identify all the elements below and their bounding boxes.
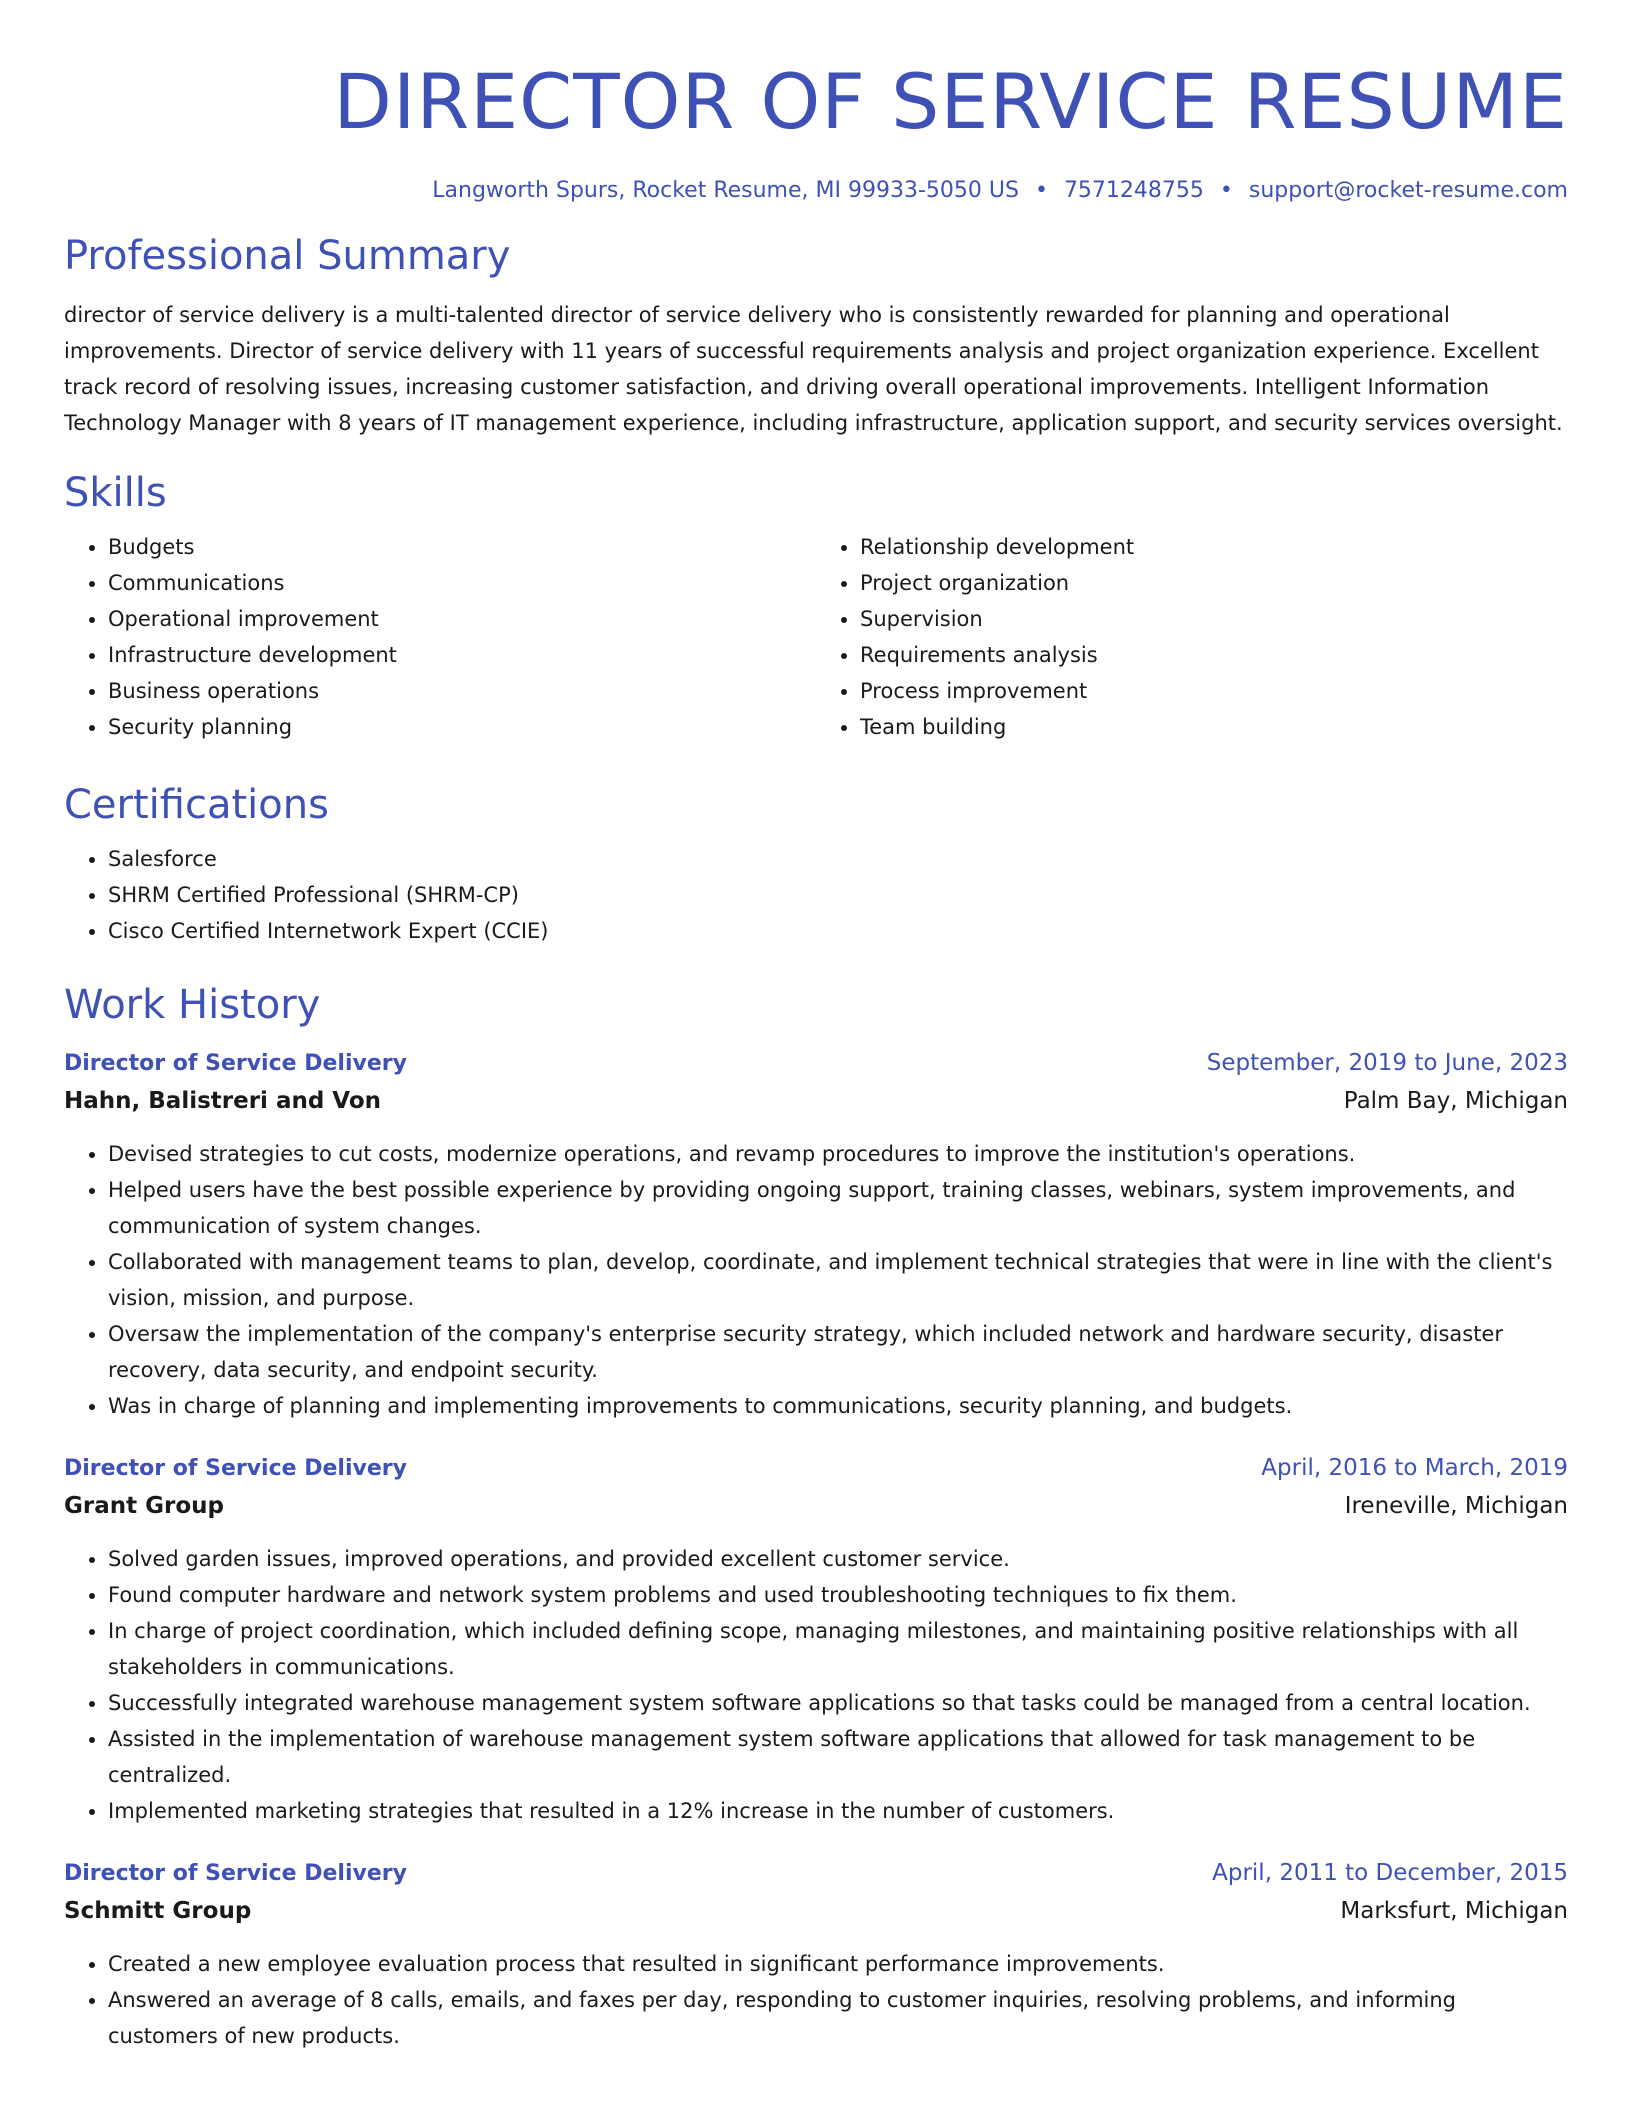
skill-item: • Requirements analysis (860, 637, 1568, 673)
job-company: Grant Group (64, 1493, 224, 1519)
contact-phone: 7571248755 (1063, 178, 1204, 203)
job-entry (64, 1045, 1568, 1424)
job-bullet: • Implemented marketing strategies that resulted in a 12% increase in the number of customers. (108, 1793, 1568, 1829)
job-dates: April, 2016 to March, 2019 (1261, 1455, 1568, 1481)
contact-line (64, 176, 1568, 206)
skill-item: • Supervision (860, 601, 1568, 637)
job-dates: September, 2019 to June, 2023 (1206, 1050, 1568, 1076)
job-company: Hahn, Balistreri and Von (64, 1088, 382, 1114)
skill-item: • Team building (860, 709, 1568, 745)
job-entry (64, 1450, 1568, 1829)
job-company-row (64, 1082, 1568, 1120)
contact-address: Langworth Spurs, Rocket Resume, MI 99933-5050 US (432, 178, 1019, 203)
job-company-row (64, 1487, 1568, 1525)
job-bullets (64, 1541, 1568, 1829)
job-bullet: • Was in charge of planning and implementing improvements to communications, security planning, and budgets. (108, 1388, 1568, 1424)
skills-heading: Skills (64, 470, 167, 516)
skill-item: • Business operations (108, 673, 816, 709)
skill-item: • Infrastructure development (108, 637, 816, 673)
job-bullet: • Oversaw the implementation of the company's enterprise security strategy, which included network and hardware security, disaster recovery, data security, and endpoint security. (108, 1316, 1568, 1388)
certification-item: • Cisco Certified Internetwork Expert (CCIE) (108, 913, 1568, 949)
job-bullet: • Found computer hardware and network system problems and used troubleshooting techniques to fix them. (108, 1577, 1568, 1613)
skill-item: • Operational improvement (108, 601, 816, 637)
skills-columns (64, 529, 1568, 745)
skills-list-right (816, 529, 1568, 745)
summary-heading: Professional Summary (64, 233, 511, 279)
job-title-row (64, 1855, 1568, 1892)
skill-item: • Security planning (108, 709, 816, 745)
skill-item: • Budgets (108, 529, 816, 565)
certifications-heading: Certifications (64, 782, 329, 828)
contact-separator: • (1219, 178, 1233, 203)
job-bullet: • Solved garden issues, improved operations, and provided excellent customer service. (108, 1541, 1568, 1577)
job-bullet: • Assisted in the implementation of warehouse management system software applications that allowed for task management to be centralized. (108, 1721, 1568, 1793)
work-history-heading: Work History (64, 982, 321, 1028)
job-entry (64, 1855, 1568, 2054)
job-title: Director of Service Delivery (64, 1051, 407, 1076)
contact-separator: • (1034, 178, 1048, 203)
job-bullet: • Devised strategies to cut costs, modernize operations, and revamp procedures to improve the institution's operations. (108, 1136, 1568, 1172)
job-bullet: • Created a new employee evaluation process that resulted in significant performance improvements. (108, 1946, 1568, 1982)
skill-item: • Project organization (860, 565, 1568, 601)
job-bullet: • Answered an average of 8 calls, emails, and faxes per day, responding to customer inquiries, resolving problems, and informing customers of new products. (108, 1982, 1568, 2054)
certifications-list (64, 841, 1568, 949)
job-dates: April, 2011 to December, 2015 (1212, 1860, 1568, 1886)
job-location: Palm Bay, Michigan (1343, 1088, 1568, 1114)
job-company: Schmitt Group (64, 1898, 252, 1924)
job-bullets (64, 1946, 1568, 2054)
resume-page (64, 0, 1568, 2054)
summary-text: director of service delivery is a multi-talented director of service delivery who is consistently rewarded for planning and operational improvements. Director of service delivery with 11 years of successful requirements analysis and project organization experience. Excellent track record of resolving issues, increasing customer satisfaction, and driving overall operational improvements. Intelligent Information Technology Manager with 8 years of IT management experience, including infrastructure, application support, and security services oversight. (64, 303, 1563, 435)
job-location: Ireneville, Michigan (1344, 1493, 1568, 1519)
job-title-row (64, 1045, 1568, 1082)
job-bullets (64, 1136, 1568, 1424)
job-title: Director of Service Delivery (64, 1861, 407, 1886)
certifications-section (64, 781, 1568, 949)
resume-title: DIRECTOR OF SERVICE RESUME (333, 57, 1568, 146)
work-history-section (64, 981, 1568, 2054)
skill-item: • Process improvement (860, 673, 1568, 709)
job-title: Director of Service Delivery (64, 1456, 407, 1481)
skill-item: • Relationship development (860, 529, 1568, 565)
job-location: Marksfurt, Michigan (1340, 1898, 1568, 1924)
skill-item: • Communications (108, 565, 816, 601)
job-title-row (64, 1450, 1568, 1487)
job-bullet: • Collaborated with management teams to plan, develop, coordinate, and implement technical strategies that were in line with the client's vision, mission, and purpose. (108, 1244, 1568, 1316)
certification-item: • Salesforce (108, 841, 1568, 877)
job-bullet: • Successfully integrated warehouse management system software applications so that tasks could be managed from a central location. (108, 1685, 1568, 1721)
summary-section (64, 232, 1568, 441)
contact-email: support@rocket-resume.com (1248, 178, 1568, 203)
job-company-row (64, 1892, 1568, 1930)
skills-list-left (64, 529, 816, 745)
job-bullet: • Helped users have the best possible experience by providing ongoing support, training classes, webinars, system improvements, and communication of system changes. (108, 1172, 1568, 1244)
resume-header (64, 0, 1568, 206)
job-bullet: • In charge of project coordination, which included defining scope, managing milestones, and maintaining positive relationships with all stakeholders in communications. (108, 1613, 1568, 1685)
skills-section (64, 469, 1568, 745)
certification-item: • SHRM Certified Professional (SHRM-CP) (108, 877, 1568, 913)
